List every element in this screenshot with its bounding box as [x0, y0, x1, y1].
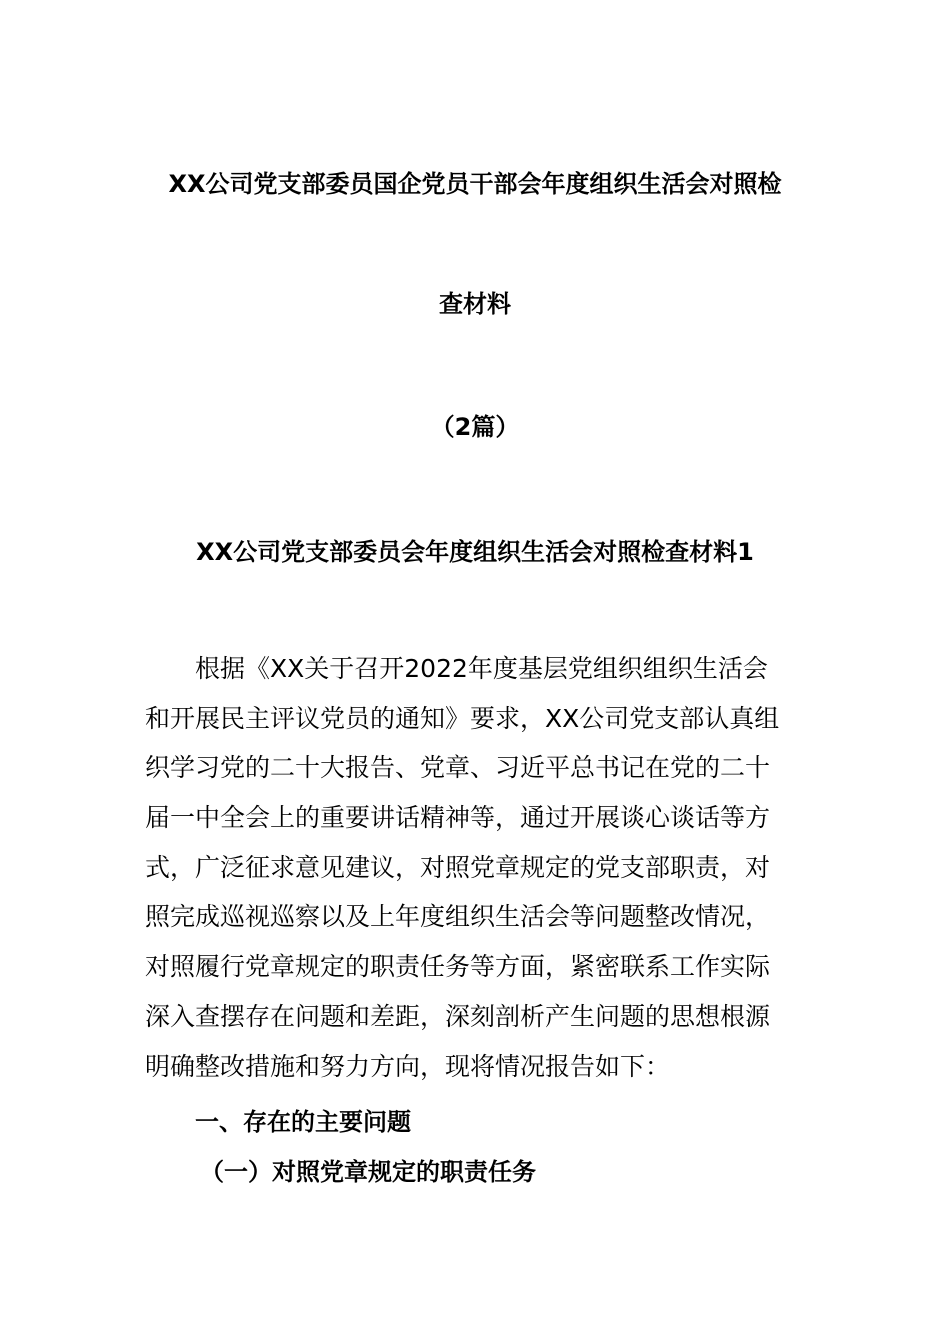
document-title-line-1: XX公司党支部委员国企党员干部会年度组织生活会对照检 — [168, 170, 782, 198]
body-line: 织学习党的二十大报告、党章、习近平总书记在党的二十 — [145, 753, 771, 783]
document-title-line-2: 查材料 — [439, 290, 511, 318]
body-line: 届一中全会上的重要讲话精神等，通过开展谈心谈话等方 — [145, 803, 771, 833]
body-line: 式，广泛征求意见建议，对照党章规定的党支部职责，对 — [145, 852, 771, 882]
body-line: 照完成巡视巡察以及上年度组织生活会等问题整改情况， — [145, 902, 771, 932]
body-line: 和开展民主评议党员的通知》要求，XX公司党支部认真组 — [145, 703, 780, 733]
body-line: 明确整改措施和努力方向，现将情况报告如下： — [145, 1051, 671, 1081]
article-count: （2篇） — [430, 413, 520, 441]
body-paragraph — [145, 644, 810, 1091]
body-line: 根据《XX关于召开2022年度基层党组织组织生活会 — [195, 654, 768, 683]
section-heading-2: （一）对照党章规定的职责任务 — [200, 1158, 536, 1186]
section-title: XX公司党支部委员会年度组织生活会对照检查材料1 — [196, 538, 754, 566]
section-heading-1: 一、存在的主要问题 — [195, 1108, 411, 1136]
body-line: 深入查摆存在问题和差距，深刻剖析产生问题的思想根源 — [145, 1001, 771, 1031]
body-line: 对照履行党章规定的职责任务等方面，紧密联系工作实际 — [145, 952, 771, 982]
